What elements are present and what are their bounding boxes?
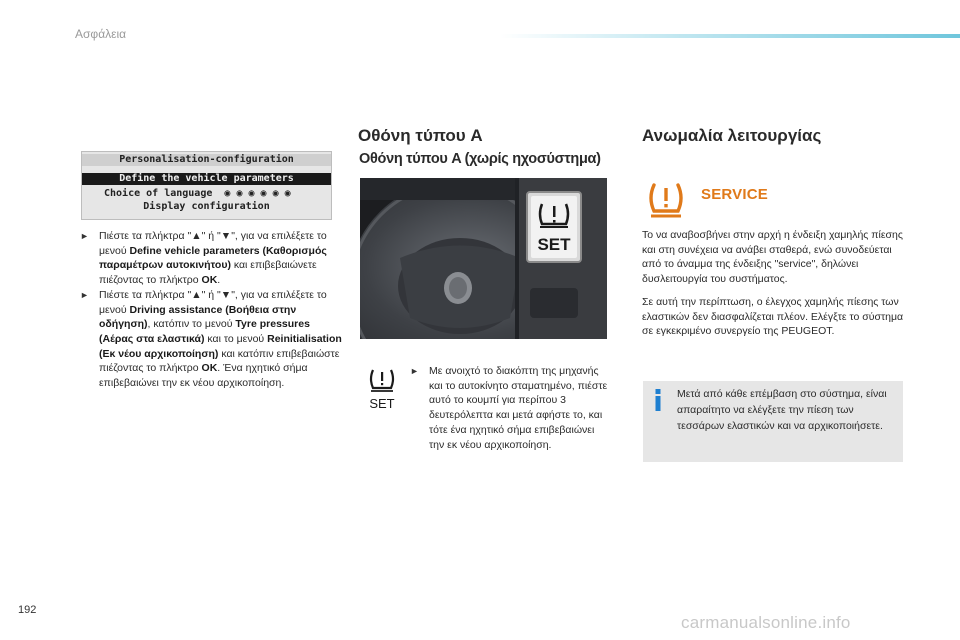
screen-language-label: Choice of language [104, 188, 213, 199]
tyre-pressure-set-icon [366, 367, 398, 411]
header-accent-line [500, 34, 960, 38]
heading-malfunction: Ανωμαλία λειτουργίας [642, 126, 822, 145]
language-flags-icon: ◉ ◉ ◉ ◉ ◉ ◉ [218, 188, 291, 199]
bullet-arrow-icon: ► [80, 289, 89, 300]
arrow-down-icon: ▼ [220, 230, 232, 242]
screen-line-4: Display configuration [143, 201, 270, 212]
dashboard-illustration [360, 178, 607, 339]
dashboard-photo [360, 178, 607, 339]
info-text: Μετά από κάθε επέμβαση στο σύστημα, είναι απαραίτητο να ελέγξετε την πίεση των τεσσάρων ελαστικών και να αρχικοποιήσετε. [677, 388, 887, 432]
arrow-up-icon: ▲ [191, 230, 202, 242]
section-title: Ασφάλεια [75, 27, 127, 41]
set-icon-label: SET [369, 396, 395, 411]
malfunction-text [642, 228, 904, 347]
photo-set-label: SET [537, 235, 571, 254]
arrow-down-icon: ▼ [220, 288, 232, 301]
instruction-step-2: ► Πιέστε τα πλήκτρα "▲" ή "▼", για να επιλέξετε το μενού Driving assistance (Βοήθεια στην οδήγηση), κατόπιν το μενού Tyre pressures (Αέρας στα ελαστικά) και το μενού Reinitialisation (Εκ νέου αρχικοποίηση) και κατόπιν επιβεβαιώστε πιέζοντας το πλήκτρο OK. Ένα ηχητικό σήμα επιβεβαιώνει την εκ νέου αρχικοποίηση. [80, 288, 342, 390]
watermark: carmanualsonline.info [681, 613, 851, 632]
service-warning-label: SERVICE [701, 186, 768, 203]
screen-line-3 [82, 188, 331, 200]
info-box [643, 381, 903, 462]
instruction-step-1: ► Πιέστε τα πλήκτρα "▲" ή "▼", για να επιλέξετε το μενού Define vehicle parameters (Καθορισμός παραμέτρων αυτοκινήτου) και επιβεβαιώνετε πιέζοντας το πλήκτρο OK. [80, 230, 327, 287]
set-instruction-step: ► Με ανοιχτό το διακόπτη της μηχανής και το αυτοκίνητο σταματημένο, πιέστε αυτό το κουμπί για περίπου 3 δευτερόλεπτα και μετά αφήστε το, και τότε ένα ηχητικό σήμα επιβεβαιώνει την εκ νέου αρχικοποίηση. [410, 365, 608, 451]
page-number: 192 [18, 604, 37, 616]
heading-display-type-a: Οθόνη τύπου A [358, 126, 483, 145]
bullet-arrow-icon: ► [80, 231, 89, 241]
tyre-pressure-warning-icon [645, 181, 687, 221]
info-icon [653, 389, 663, 411]
screen-line-1: Personalisation-configuration [82, 154, 331, 166]
malfunction-paragraph-2: Σε αυτή την περίπτωση, ο έλεγχος χαμηλής πίεσης των ελαστικών δεν διασφαλίζεται πλέον. Ελέγξτε το σύστημα σε εγκεκριμένο συνεργείο της PEUGEOT. [642, 295, 904, 338]
set-instructions [410, 364, 610, 452]
bullet-arrow-icon: ► [410, 366, 419, 376]
screen-line-2-selected: Define the vehicle parameters [82, 173, 331, 185]
subheading-display-type-a: Οθόνη τύπου A (χωρίς ηχοσύστημα) [359, 151, 601, 167]
display-screen [81, 151, 332, 220]
instructions-column [80, 229, 342, 391]
arrow-up-icon: ▲ [191, 288, 202, 301]
malfunction-paragraph-1: Το να αναβοσβήνει στην αρχή η ένδειξη χαμηλής πίεσης και στη συνέχεια να ανάβει σταθερά, ενώ συνοδεύεται από το άναμμα της ένδειξης "service", δηλώνει δυσλειτουργία του συστήματος. [642, 229, 903, 286]
